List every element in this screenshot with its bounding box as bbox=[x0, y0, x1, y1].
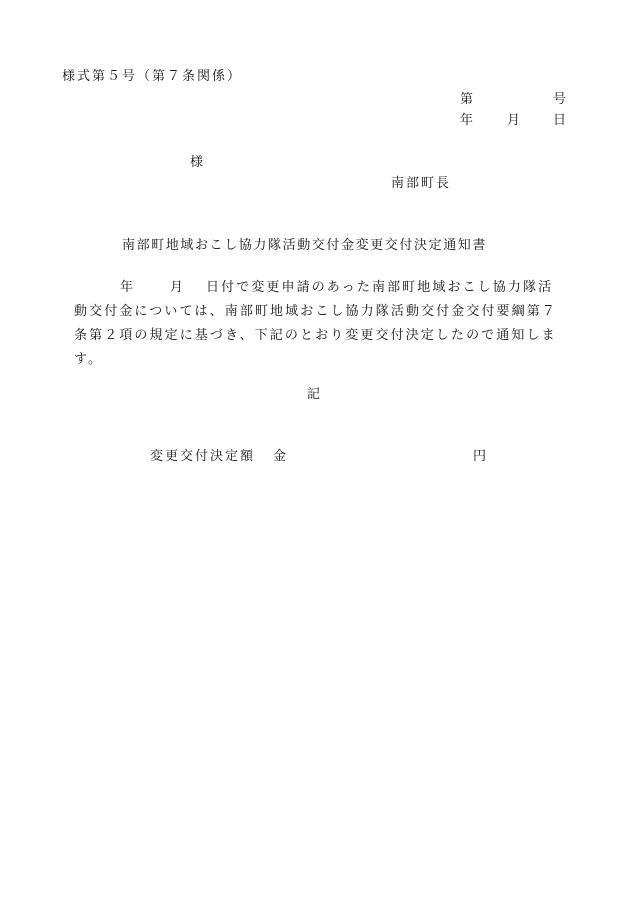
sender-name: 南部町長 bbox=[391, 176, 452, 191]
date-day: 日 bbox=[553, 113, 567, 128]
addressee-honorific: 様 bbox=[190, 155, 204, 170]
body-line-2: 動交付金については、南部町地域おこし協力隊活動交付金交付要綱第７ bbox=[74, 304, 557, 319]
note-heading: 記 bbox=[307, 387, 321, 402]
document-title: 南部町地域おこし協力隊活動交付金変更交付決定通知書 bbox=[122, 238, 488, 253]
body-line-3: 条第２項の規定に基づき、下記のとおり変更交付決定したので通知しま bbox=[74, 328, 557, 343]
body-month: 月 bbox=[170, 280, 186, 295]
date-month: 月 bbox=[507, 113, 521, 128]
body-line-4: す。 bbox=[74, 352, 104, 367]
body-year: 年 bbox=[120, 280, 136, 295]
body-line-1 bbox=[74, 276, 574, 300]
form-label: 様式第５号（第７条関係） bbox=[62, 69, 243, 84]
amount-prefix: 金 bbox=[273, 449, 287, 464]
amount-unit: 円 bbox=[473, 449, 487, 464]
document-number-suffix: 号 bbox=[553, 92, 567, 107]
amount-label: 変更交付決定額 bbox=[150, 449, 256, 464]
date-year: 年 bbox=[460, 113, 474, 128]
document-number-prefix: 第 bbox=[460, 92, 474, 107]
body-line-1-text: 日付で変更申請のあった南部町地域おこし協力隊活 bbox=[206, 280, 554, 295]
body-paragraph bbox=[74, 276, 574, 372]
